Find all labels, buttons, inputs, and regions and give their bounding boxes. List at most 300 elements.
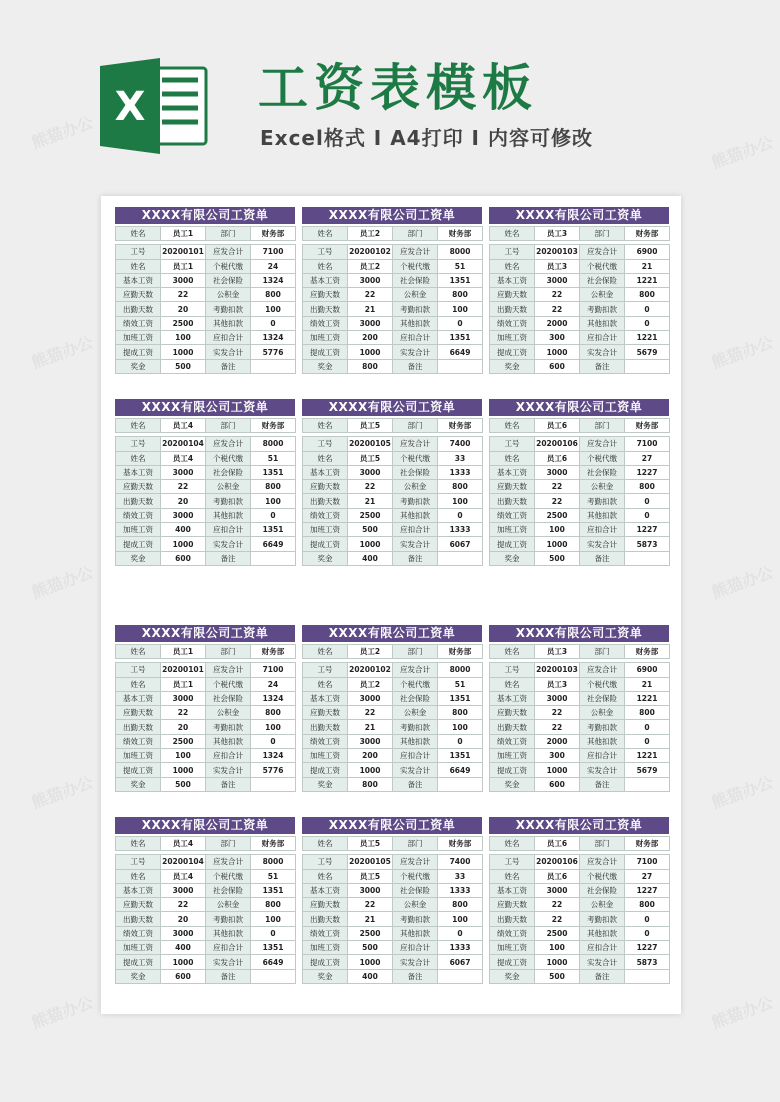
table-row [303,227,483,241]
field-label: 备注 [580,551,625,565]
field-label: 姓名 [303,677,348,691]
payslip-table [115,644,296,792]
field-label: 备注 [206,359,251,373]
field-value: 800 [251,480,296,494]
field-value: 0 [438,316,483,330]
field-value [438,969,483,983]
table-row [303,359,483,373]
field-label: 出勤天数 [490,494,535,508]
field-label: 加班工资 [303,941,348,955]
table-row [116,508,296,522]
table-row [116,912,296,926]
field-label: 奖金 [490,359,535,373]
field-label: 出勤天数 [303,912,348,926]
field-label: 考勤扣款 [393,720,438,734]
field-value: 21 [625,677,670,691]
field-value: 51 [438,677,483,691]
field-value: 100 [251,494,296,508]
field-label: 加班工资 [490,749,535,763]
field-value: 51 [251,869,296,883]
table-row [490,419,670,433]
field-label: 考勤扣款 [393,494,438,508]
field-value: 300 [535,331,580,345]
table-row [490,227,670,241]
field-label: 备注 [580,777,625,791]
payslip-card [489,817,669,984]
table-row [490,523,670,537]
table-row [116,551,296,565]
field-label: 其他扣款 [393,316,438,330]
page-title: 工资表模板 [258,59,538,117]
field-value: 0 [251,316,296,330]
field-label: 公积金 [206,898,251,912]
field-value: 20200106 [535,855,580,869]
field-label: 姓名 [116,451,161,465]
table-row [490,480,670,494]
field-label: 实发合计 [580,537,625,551]
field-label: 姓名 [116,227,161,241]
table-row [116,749,296,763]
field-value: 3000 [535,465,580,479]
field-value: 800 [438,706,483,720]
field-value: 员工3 [535,227,580,241]
field-label: 基本工资 [490,883,535,897]
payslip-table [489,644,670,792]
field-label: 考勤扣款 [393,302,438,316]
table-row [490,677,670,691]
field-label: 工号 [490,437,535,451]
table-row [490,969,670,983]
field-label: 公积金 [580,288,625,302]
field-label: 公积金 [206,288,251,302]
table-row [490,273,670,287]
field-value: 5679 [625,763,670,777]
field-value: 1351 [251,883,296,897]
table-row [303,734,483,748]
field-label: 备注 [206,777,251,791]
table-row [116,777,296,791]
field-label: 应扣合计 [206,749,251,763]
table-row [490,331,670,345]
field-label: 社会保险 [206,273,251,287]
watermark: 熊猫办公 [709,992,776,1033]
field-label: 奖金 [490,969,535,983]
field-value: 3000 [348,734,393,748]
field-label: 部门 [580,227,625,241]
field-label: 个税代缴 [393,259,438,273]
field-label: 备注 [206,551,251,565]
table-row [116,288,296,302]
field-label: 出勤天数 [116,302,161,316]
field-label: 其他扣款 [393,734,438,748]
field-label: 工号 [490,245,535,259]
field-value: 1227 [625,883,670,897]
table-row [116,837,296,851]
field-value: 1000 [348,345,393,359]
payslip-card [302,207,482,374]
table-row [490,465,670,479]
field-value: 员工5 [348,451,393,465]
table-row [116,734,296,748]
field-label: 绩效工资 [303,508,348,522]
field-value: 21 [348,494,393,508]
field-value: 800 [251,898,296,912]
field-label: 绩效工资 [490,508,535,522]
table-row [303,331,483,345]
field-value: 0 [251,734,296,748]
table-row [303,551,483,565]
field-value: 500 [348,941,393,955]
payslip-card [115,817,295,984]
field-value: 1000 [161,345,206,359]
table-row [490,749,670,763]
page-subtitle: Excel格式 I A4打印 I 内容可修改 [260,126,593,150]
field-label: 提成工资 [116,345,161,359]
field-label: 实发合计 [580,955,625,969]
field-label: 公积金 [580,706,625,720]
field-value: 员工6 [535,837,580,851]
field-label: 应扣合计 [580,523,625,537]
payslip-title: XXXX有限公司工资单 [115,399,295,416]
field-label: 绩效工资 [303,926,348,940]
field-value: 22 [161,898,206,912]
field-label: 基本工资 [116,465,161,479]
field-label: 实发合计 [580,345,625,359]
field-label: 加班工资 [490,941,535,955]
field-label: 应扣合计 [393,523,438,537]
table-row [116,465,296,479]
field-value: 100 [535,941,580,955]
field-value: 1333 [438,941,483,955]
field-label: 其他扣款 [580,734,625,748]
field-label: 基本工资 [303,465,348,479]
field-label: 基本工资 [490,691,535,705]
field-value: 员工6 [535,419,580,433]
field-label: 绩效工资 [303,316,348,330]
field-value: 财务部 [438,837,483,851]
field-value: 20200105 [348,855,393,869]
field-label: 加班工资 [303,749,348,763]
payslip-table [115,836,296,984]
table-row [116,245,296,259]
field-label: 备注 [393,969,438,983]
field-label: 个税代缴 [206,869,251,883]
field-label: 公积金 [206,480,251,494]
field-value: 2000 [535,734,580,748]
field-value: 员工3 [535,645,580,659]
payslip-title: XXXX有限公司工资单 [115,625,295,642]
table-row [303,273,483,287]
field-value: 6067 [438,955,483,969]
field-label: 应发合计 [393,663,438,677]
field-label: 实发合计 [206,537,251,551]
field-label: 部门 [393,645,438,659]
field-value: 0 [625,926,670,940]
field-label: 应扣合计 [580,331,625,345]
field-value: 员工6 [535,869,580,883]
payslip-card [115,625,295,792]
field-label: 实发合计 [206,955,251,969]
field-value: 20200102 [348,245,393,259]
field-value: 员工6 [535,451,580,465]
payslip-title: XXXX有限公司工资单 [115,817,295,834]
field-value: 33 [438,869,483,883]
field-value: 员工1 [161,259,206,273]
field-label: 工号 [116,437,161,451]
field-label: 基本工资 [490,273,535,287]
field-label: 绩效工资 [303,734,348,748]
field-value: 100 [438,720,483,734]
field-value [625,777,670,791]
field-label: 工号 [116,245,161,259]
field-label: 工号 [303,437,348,451]
field-label: 工号 [490,663,535,677]
field-label: 考勤扣款 [580,302,625,316]
field-label: 出勤天数 [116,494,161,508]
field-label: 实发合计 [393,345,438,359]
field-value: 22 [535,302,580,316]
field-label: 提成工资 [116,537,161,551]
field-value: 1221 [625,749,670,763]
table-row [303,245,483,259]
field-value: 3000 [535,883,580,897]
table-row [303,302,483,316]
table-row [490,645,670,659]
field-value: 600 [535,777,580,791]
field-label: 应扣合计 [393,941,438,955]
table-row [490,926,670,940]
field-value: 800 [438,898,483,912]
field-label: 部门 [206,645,251,659]
field-value: 0 [251,926,296,940]
table-row [116,359,296,373]
field-label: 应发合计 [206,245,251,259]
payslip-table [489,226,670,374]
field-value: 5873 [625,955,670,969]
field-value: 22 [348,480,393,494]
field-label: 绩效工资 [116,316,161,330]
field-value: 7400 [438,855,483,869]
field-value: 24 [251,677,296,691]
field-label: 应勤天数 [116,706,161,720]
field-value: 0 [625,316,670,330]
table-row [116,663,296,677]
field-label: 其他扣款 [393,508,438,522]
payslip-title: XXXX有限公司工资单 [302,207,482,224]
field-label: 提成工资 [490,345,535,359]
field-label: 应扣合计 [206,941,251,955]
field-value: 33 [438,451,483,465]
table-row [303,898,483,912]
field-value: 7100 [625,855,670,869]
field-value: 6649 [438,763,483,777]
field-value: 20 [161,494,206,508]
field-value: 1351 [251,523,296,537]
field-label: 加班工资 [116,523,161,537]
field-value: 20200101 [161,245,206,259]
field-label: 工号 [116,855,161,869]
table-row [490,855,670,869]
field-label: 工号 [303,663,348,677]
field-label: 提成工资 [303,345,348,359]
field-label: 绩效工资 [490,926,535,940]
field-value: 800 [625,288,670,302]
field-value: 1000 [535,345,580,359]
field-value: 员工2 [348,645,393,659]
field-value: 1324 [251,749,296,763]
field-label: 备注 [580,359,625,373]
logo-letter: X [114,84,146,130]
field-value: 800 [625,480,670,494]
field-label: 应发合计 [580,245,625,259]
field-value: 21 [348,912,393,926]
field-label: 姓名 [116,419,161,433]
field-value: 2000 [535,316,580,330]
table-row [490,734,670,748]
field-label: 部门 [580,419,625,433]
table-row [303,345,483,359]
field-label: 工号 [303,855,348,869]
field-value: 财务部 [251,645,296,659]
field-value: 400 [348,969,393,983]
field-label: 社会保险 [393,691,438,705]
field-label: 应扣合计 [580,749,625,763]
field-label: 姓名 [490,869,535,883]
field-label: 应勤天数 [303,480,348,494]
field-label: 绩效工资 [116,926,161,940]
field-value: 20200104 [161,437,206,451]
field-label: 社会保险 [206,465,251,479]
field-value: 500 [535,969,580,983]
table-row [490,883,670,897]
table-row [490,537,670,551]
field-label: 奖金 [490,551,535,565]
field-value: 22 [348,898,393,912]
table-row [490,720,670,734]
field-value: 1351 [438,749,483,763]
table-row [490,912,670,926]
table-row [303,465,483,479]
payslip-card [115,207,295,374]
field-label: 部门 [393,419,438,433]
field-label: 出勤天数 [303,494,348,508]
field-label: 公积金 [393,480,438,494]
field-value: 6649 [251,537,296,551]
field-label: 考勤扣款 [580,494,625,508]
field-value: 1000 [535,537,580,551]
field-value: 0 [251,508,296,522]
field-value: 400 [161,941,206,955]
field-value: 员工5 [348,419,393,433]
field-label: 基本工资 [116,273,161,287]
field-value: 21 [348,720,393,734]
field-value: 1324 [251,331,296,345]
payslip-table [302,418,483,566]
field-label: 姓名 [116,259,161,273]
table-row [116,706,296,720]
field-label: 部门 [206,227,251,241]
field-value: 0 [438,508,483,522]
field-value: 员工2 [348,227,393,241]
field-value: 800 [625,706,670,720]
field-label: 其他扣款 [580,316,625,330]
table-row [303,855,483,869]
field-value: 1333 [438,523,483,537]
field-label: 社会保险 [393,465,438,479]
field-value: 1324 [251,691,296,705]
field-label: 提成工资 [303,955,348,969]
field-value: 22 [535,912,580,926]
field-label: 个税代缴 [393,677,438,691]
field-value: 5679 [625,345,670,359]
field-value: 0 [438,926,483,940]
field-label: 考勤扣款 [580,720,625,734]
field-value: 0 [625,494,670,508]
field-value: 财务部 [625,645,670,659]
watermark: 熊猫办公 [29,562,96,603]
field-label: 加班工资 [116,941,161,955]
payslip-table [489,418,670,566]
field-value: 21 [625,259,670,273]
field-value: 0 [625,508,670,522]
field-value: 8000 [438,663,483,677]
field-value: 1227 [625,941,670,955]
table-row [116,645,296,659]
field-label: 实发合计 [580,763,625,777]
field-label: 部门 [393,227,438,241]
field-label: 出勤天数 [116,912,161,926]
field-value: 3000 [348,465,393,479]
field-value: 21 [348,302,393,316]
field-label: 考勤扣款 [580,912,625,926]
table-row [116,763,296,777]
field-value: 员工1 [161,227,206,241]
field-value: 员工2 [348,259,393,273]
field-label: 出勤天数 [303,302,348,316]
field-label: 加班工资 [303,523,348,537]
field-value: 20200104 [161,855,206,869]
field-label: 社会保险 [580,273,625,287]
field-label: 社会保险 [393,883,438,897]
field-value: 500 [535,551,580,565]
field-label: 其他扣款 [393,926,438,940]
table-row [303,451,483,465]
payslip-title: XXXX有限公司工资单 [302,399,482,416]
table-row [116,869,296,883]
payslip-card [489,207,669,374]
field-value: 800 [251,288,296,302]
field-label: 工号 [116,663,161,677]
table-row [490,288,670,302]
table-row [490,451,670,465]
field-value: 8000 [251,437,296,451]
field-label: 应发合计 [393,855,438,869]
table-row [490,494,670,508]
field-value: 3000 [161,273,206,287]
payslip-title: XXXX有限公司工资单 [489,625,669,642]
field-value: 3000 [161,508,206,522]
field-label: 备注 [580,969,625,983]
table-row [303,969,483,983]
field-value: 6900 [625,245,670,259]
table-row [303,419,483,433]
table-row [490,691,670,705]
field-label: 应发合计 [580,663,625,677]
field-value: 3000 [161,691,206,705]
table-row [303,837,483,851]
field-value: 400 [348,551,393,565]
field-label: 部门 [206,837,251,851]
